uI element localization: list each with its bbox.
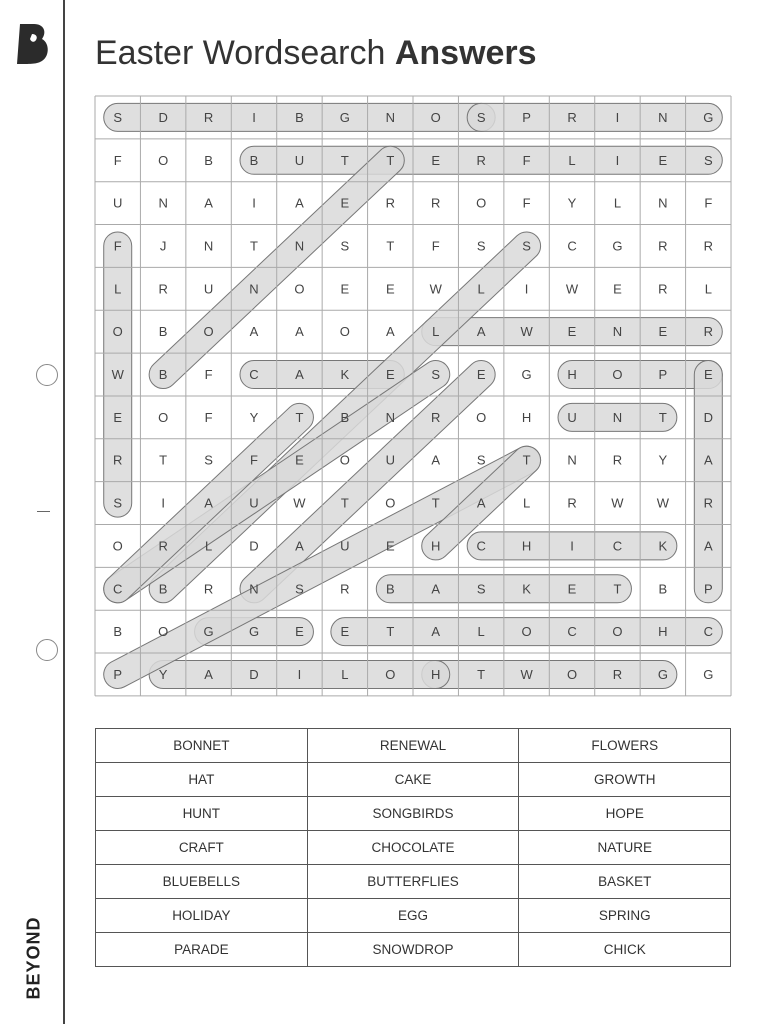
grid-cell-letter: N [612,324,623,340]
grid-cell-letter: B [385,581,395,597]
grid-cell-letter: T [159,452,168,468]
grid-cell-letter: I [297,666,302,682]
word-list-row [96,763,731,797]
grid-cell-letter: G [248,624,260,640]
grid-cell-letter: K [340,367,350,383]
grid-cell-letter: R [340,581,350,597]
grid-cell-letter: E [431,152,441,168]
grid-cell-letter: U [567,409,577,425]
grid-cell-letter: D [158,109,168,125]
grid-cell-letter: R [658,238,668,254]
grid-cell-letter: R [567,495,577,511]
grid-cell-letter: R [431,195,441,211]
grid-cell-letter: R [203,109,214,125]
grid-cell-letter: T [340,152,349,168]
grid-cell-letter: E [340,281,350,297]
grid-cell-letter: F [431,238,440,254]
grid-cell-letter: N [658,195,668,211]
grid-cell-letter: U [385,452,395,468]
grid-cell-letter: E [385,281,395,297]
word-list-item: CHICK [519,933,731,967]
word-list-item: SPRING [519,899,731,933]
grid-cell-letter: I [524,281,529,297]
grid-cell-letter: L [477,624,485,640]
grid-cell-letter: C [703,624,714,640]
word-list-item: BLUEBELLS [96,865,308,899]
grid-cell-letter: A [431,581,441,597]
grid-cell-letter: B [158,324,168,340]
grid-cell-letter: T [431,495,440,511]
grid-cell-letter: O [339,452,350,468]
grid-cell-letter: C [612,538,623,554]
grid-cell-letter: W [293,495,306,511]
grid-cell-letter: O [112,324,123,340]
grid-cell-letter: U [249,495,259,511]
grid-cell-letter: H [567,367,577,383]
grid-cell-letter: T [386,238,395,254]
grid-cell-letter: R [203,581,214,597]
grid-cell-letter: L [522,495,531,511]
grid-cell-letter: W [429,281,442,297]
grid-cell-letter: L [204,538,213,554]
grid-cell-letter: B [204,152,213,168]
word-list-item: RENEWAL [307,729,519,763]
grid-cell-letter: A [476,495,486,511]
grid-cell-letter: U [113,195,123,211]
grid-cell-letter: R [612,666,623,682]
grid-cell-letter: O [385,495,396,511]
grid-cell-letter: F [250,452,258,468]
grid-cell-letter: N [203,238,214,254]
grid-cell-letter: R [431,409,441,425]
grid-cell-letter: E [658,324,668,340]
grid-cell-letter: W [565,281,579,297]
grid-lines [95,96,731,696]
word-list-item: CAKE [307,763,519,797]
word-list-item: GROWTH [519,763,731,797]
grid-cell-letter: B [249,152,259,168]
grid-cell-letter: A [295,324,304,340]
grid-cell-letter: G [339,109,350,125]
word-list-item: BASKET [519,865,731,899]
grid-cell-letter: F [704,195,713,211]
grid-cell-letter: I [252,195,256,211]
grid-cell-letter: S [476,109,486,125]
grid-cell-letter: T [250,238,258,254]
grid-cell-letter: O [430,109,441,125]
grid-cell-letter: B [158,367,168,383]
grid-cell-letter: E [658,152,668,168]
grid-cell-letter: I [252,109,256,125]
word-list-row [96,729,731,763]
grid-cell-letter: R [703,238,714,254]
title-bold: Answers [394,34,537,72]
grid-cell-letter: S [204,452,213,468]
grid-cell-letter: C [249,367,259,383]
grid-cell-letter: R [158,281,168,297]
grid-cell-letter: N [612,409,623,425]
grid-cell-letter: H [658,624,668,640]
grid-cell-letter: R [703,324,714,340]
grid-cell-letter: N [567,452,577,468]
grid-cell-letter: N [158,195,168,211]
grid-cell-letter: I [161,495,165,511]
grid-cell-letter: B [340,409,350,425]
word-list-item: HOLIDAY [96,899,308,933]
grid-cell-letter: E [567,581,577,597]
word-list-item: HOPE [519,797,731,831]
grid-cell-letter: A [295,538,304,554]
grid-cell-letter: E [476,367,486,383]
grid-cell-letter: A [204,666,213,682]
grid-cell-letter: O [566,666,578,682]
answer-highlights [98,103,722,693]
word-list-item: NATURE [519,831,731,865]
grid-cell-letter: O [158,409,169,425]
grid-cell-letter: E [340,624,350,640]
grid-cell-letter: E [385,538,395,554]
grid-cell-letter: F [204,367,213,383]
grid-cell-letter: N [294,238,305,254]
grid-cell-letter: D [703,409,714,425]
grid-cell-letter: L [477,281,485,297]
grid-cell-letter: O [158,152,169,168]
grid-cell-letter: E [385,367,395,383]
grid-cell-letter: F [204,409,213,425]
grid-cell-letter: L [568,152,576,168]
grid-cell-letter: W [111,367,124,383]
grid-cell-letter: I [615,152,620,168]
grid-cell-letter: L [432,324,440,340]
grid-cell-letter: C [567,624,577,640]
grid-cell-letter: P [113,666,123,682]
grid-cell-letter: R [567,109,577,125]
grid-cell-letter: R [113,452,123,468]
grid-cell-letter: Y [658,452,668,468]
grid-cell-letter: A [204,495,213,511]
grid-cell-letter: F [522,195,531,211]
grid-cell-letter: Y [158,666,168,682]
word-list-item: FLOWERS [519,729,731,763]
grid-cell-letter: C [567,238,577,254]
word-list-item: PARADE [96,933,308,967]
word-list-item: HUNT [96,797,308,831]
grid-cell-letter: O [385,666,396,682]
word-list-item: BONNET [96,729,308,763]
grid-cell-letter: T [340,495,349,511]
grid-cell-letter: G [521,367,532,383]
grid-cell-letter: S [113,495,123,511]
grid-cell-letter: K [522,581,531,597]
grid-cell-letter: R [385,195,395,211]
grid-cell-letter: C [476,538,486,554]
grid-cell-letter: O [476,409,487,425]
grid-cell-letter: E [295,452,304,468]
grid-cell-letter: K [658,538,668,554]
grid-cell-letter: P [703,581,713,597]
grid-cell-letter: A [703,452,713,468]
word-list-row [96,899,731,933]
word-list-row [96,865,731,899]
grid-cell-letter: R [658,281,668,297]
word-list-item: SNOWDROP [307,933,519,967]
word-list-item: BUTTERFLIES [307,865,519,899]
grid-cell-letter: H [521,538,532,554]
grid-cell-letter: N [385,109,395,125]
grid-cell-letter: S [431,367,441,383]
grid-cell-letter: U [203,281,214,297]
word-list-item: HAT [96,763,308,797]
word-list-item: CRAFT [96,831,308,865]
grid-cell-letter: H [431,666,441,682]
grid-cell-letter: O [612,367,623,383]
grid-cell-letter: F [113,238,122,254]
grid-cell-letter: H [521,409,532,425]
grid-cell-letter: A [204,195,213,211]
grid-cell-letter: T [386,624,395,640]
grid-cell-letter: O [112,538,123,554]
grid-cell-letter: B [658,581,668,597]
grid-cell-letter: A [385,324,395,340]
grid-cell-letter: G [703,666,714,682]
grid-cell-letter: S [522,238,531,254]
grid-cell-letter: E [340,195,350,211]
grid-cell-letter: H [431,538,441,554]
title-regular: Easter Wordsearch [95,34,386,72]
grid-cell-letter: S [295,581,304,597]
grid-cell-letter: S [476,452,486,468]
grid-cell-letter: A [431,624,441,640]
grid-cell-letter: O [339,324,350,340]
grid-cell-letter: G [703,109,714,125]
grid-cell-letter: A [249,324,259,340]
grid-cell-letter: S [703,152,713,168]
grid-cell-letter: F [522,152,531,168]
grid-cell-letter: R [158,538,168,554]
grid-cell-letter: L [341,666,349,682]
grid-cell-letter: T [295,409,304,425]
grid-cell-letter: E [295,624,304,640]
grid-cell-letter: T [386,152,395,168]
grid-cell-letter: N [658,109,668,125]
grid-cell-letter: O [203,324,214,340]
grid-cell-letter: W [656,495,670,511]
brand-label: BEYOND [23,916,44,1000]
word-list-row [96,831,731,865]
grid-cell-letter: A [295,367,304,383]
grid-cell-letter: E [613,281,622,297]
grid-cell-letter: B [113,624,123,640]
grid-cell-letter: F [113,152,122,168]
grid-cell-letter: N [249,581,259,597]
grid-cell-letter: W [611,495,624,511]
grid-cell-letter: N [249,281,259,297]
word-list-item: EGG [307,899,519,933]
word-list-table [95,728,731,967]
grid-cell-letter: O [158,624,169,640]
word-list-row [96,797,731,831]
grid-cell-letter: E [567,324,577,340]
grid-cell-letter: J [159,238,167,254]
grid-cell-letter: Y [249,409,259,425]
grid-cell-letter: G [203,624,214,640]
grid-cell-letter: L [613,195,622,211]
grid-cell-letter: P [658,367,668,383]
grid-cell-letter: A [431,452,441,468]
grid-cell-letter: G [657,666,668,682]
grid-cell-letter: S [476,581,486,597]
grid-cell-letter: E [703,367,713,383]
grid-cell-letter: R [612,452,623,468]
grid-cell-letter: G [612,238,623,254]
word-list-item: SONGBIRDS [307,797,519,831]
grid-cell-letter: D [249,666,259,682]
grid-cell-letter: A [476,324,486,340]
grid-cell-letter: O [294,281,305,297]
grid-cell-letter: T [613,581,622,597]
grid-cell-letter: A [703,538,713,554]
word-list-row [96,933,731,967]
grid-cell-letter: N [385,409,395,425]
grid-cell-letter: O [612,624,623,640]
grid-cell-letter: S [113,109,123,125]
grid-cell-letter: T [658,409,667,425]
grid-cell-letter: W [520,324,533,340]
grid-cell-letter: O [521,624,532,640]
grid-cell-letter: O [476,195,487,211]
grid-cell-letter: I [570,538,574,554]
grid-cell-letter: P [522,109,531,125]
grid-cell-letter: U [340,538,350,554]
grid-cell-letter: B [295,109,304,125]
grid-cell-letter: T [522,452,531,468]
grid-cell-letter: R [703,495,714,511]
grid-cell-letter: L [704,281,712,297]
grid-cell-letter: R [476,152,486,168]
grid-cell-letter: S [476,238,486,254]
grid-cell-letter: D [249,538,259,554]
grid-cell-letter: S [340,238,350,254]
grid-cell-letter: Y [567,195,577,211]
word-list-item: CHOCOLATE [307,831,519,865]
grid-cell-letter: T [477,666,486,682]
grid-cell-letter: I [615,109,620,125]
grid-cell-letter: U [294,152,305,168]
grid-cell-letter: W [520,666,533,682]
grid-cell-letter: C [113,581,123,597]
grid-cell-letter: A [295,195,304,211]
grid-cell-letter: B [158,581,168,597]
grid-cell-letter: E [113,409,123,425]
grid-cell-letter: L [114,281,122,297]
